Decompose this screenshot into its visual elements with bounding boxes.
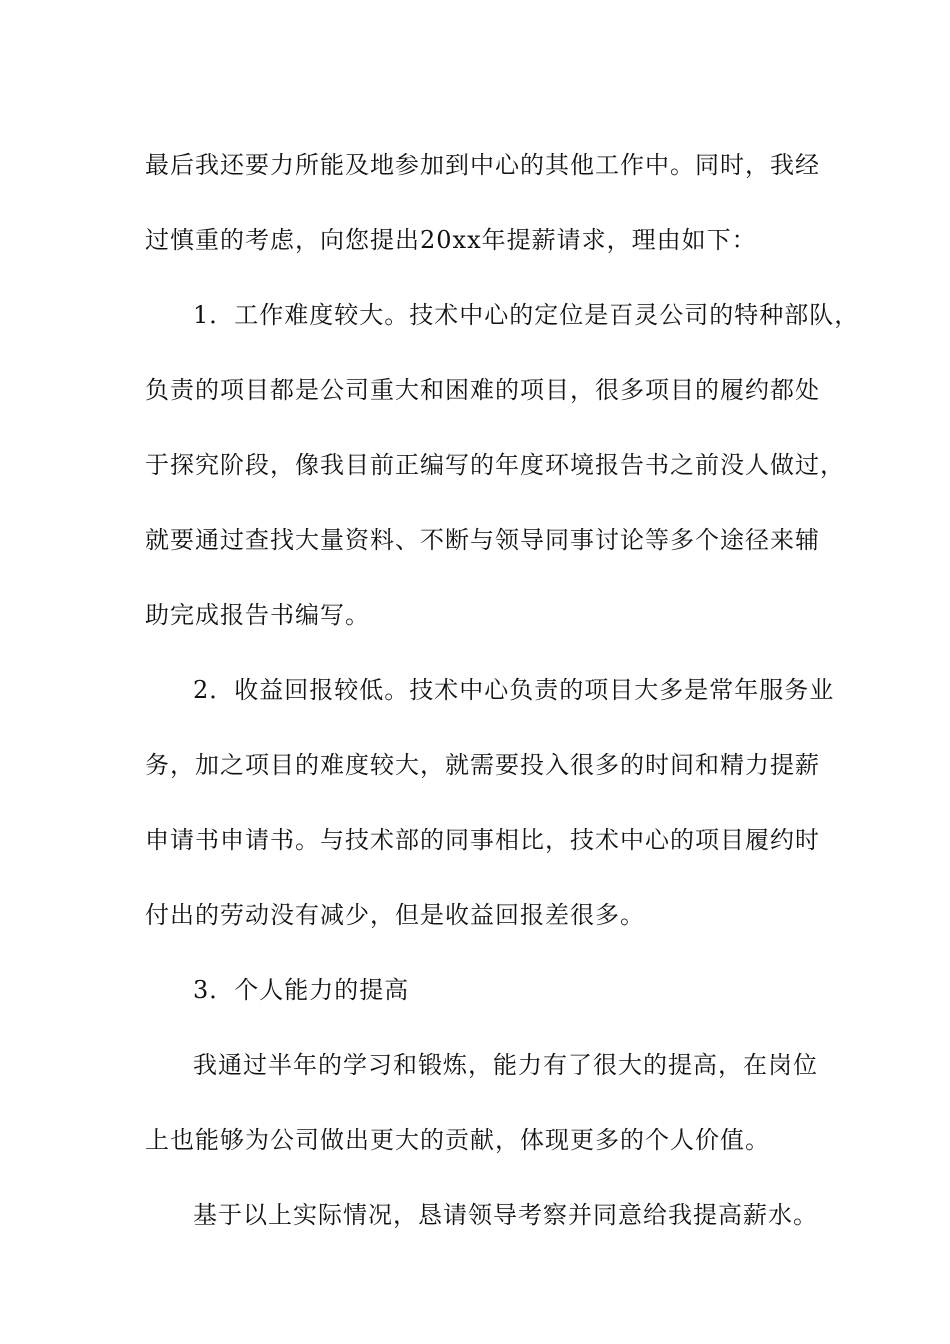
text-line: 助完成报告书编写。 [145,601,370,629]
text-line: 最后我还要力所能及地参加到中心的其他工作中。同时，我经 [145,151,820,179]
text-line: 3．个人能力的提高 [193,976,410,1004]
text-line: 付出的劳动没有减少，但是收益回报差很多。 [145,901,645,929]
text-line: 基于以上实际情况，恳请领导考察并同意给我提高薪水。 [193,1201,818,1229]
text-line: 上也能够为公司做出更大的贡献，体现更多的个人价值。 [145,1126,770,1154]
text-line: 过慎重的考虑，向您提出20xx年提薪请求，理由如下： [145,226,757,254]
text-line: 我通过半年的学习和锻炼，能力有了很大的提高，在岗位 [193,1051,818,1079]
text-line: 于探究阶段，像我目前正编写的年度环境报告书之前没人做过， [145,451,845,479]
text-line: 负责的项目都是公司重大和困难的项目，很多项目的履约都处 [145,376,820,404]
text-line: 申请书申请书。与技术部的同事相比，技术中心的项目履约时 [145,826,820,854]
text-line: 2．收益回报较低。技术中心负责的项目大多是常年服务业 [193,676,835,704]
text-line: 1．工作难度较大。技术中心的定位是百灵公司的特种部队， [193,301,860,329]
text-line: 就要通过查找大量资料、不断与领导同事讨论等多个途径来辅 [145,526,820,554]
text-line: 务，加之项目的难度较大，就需要投入很多的时间和精力提薪 [145,751,820,779]
document-body [145,128,860,1253]
